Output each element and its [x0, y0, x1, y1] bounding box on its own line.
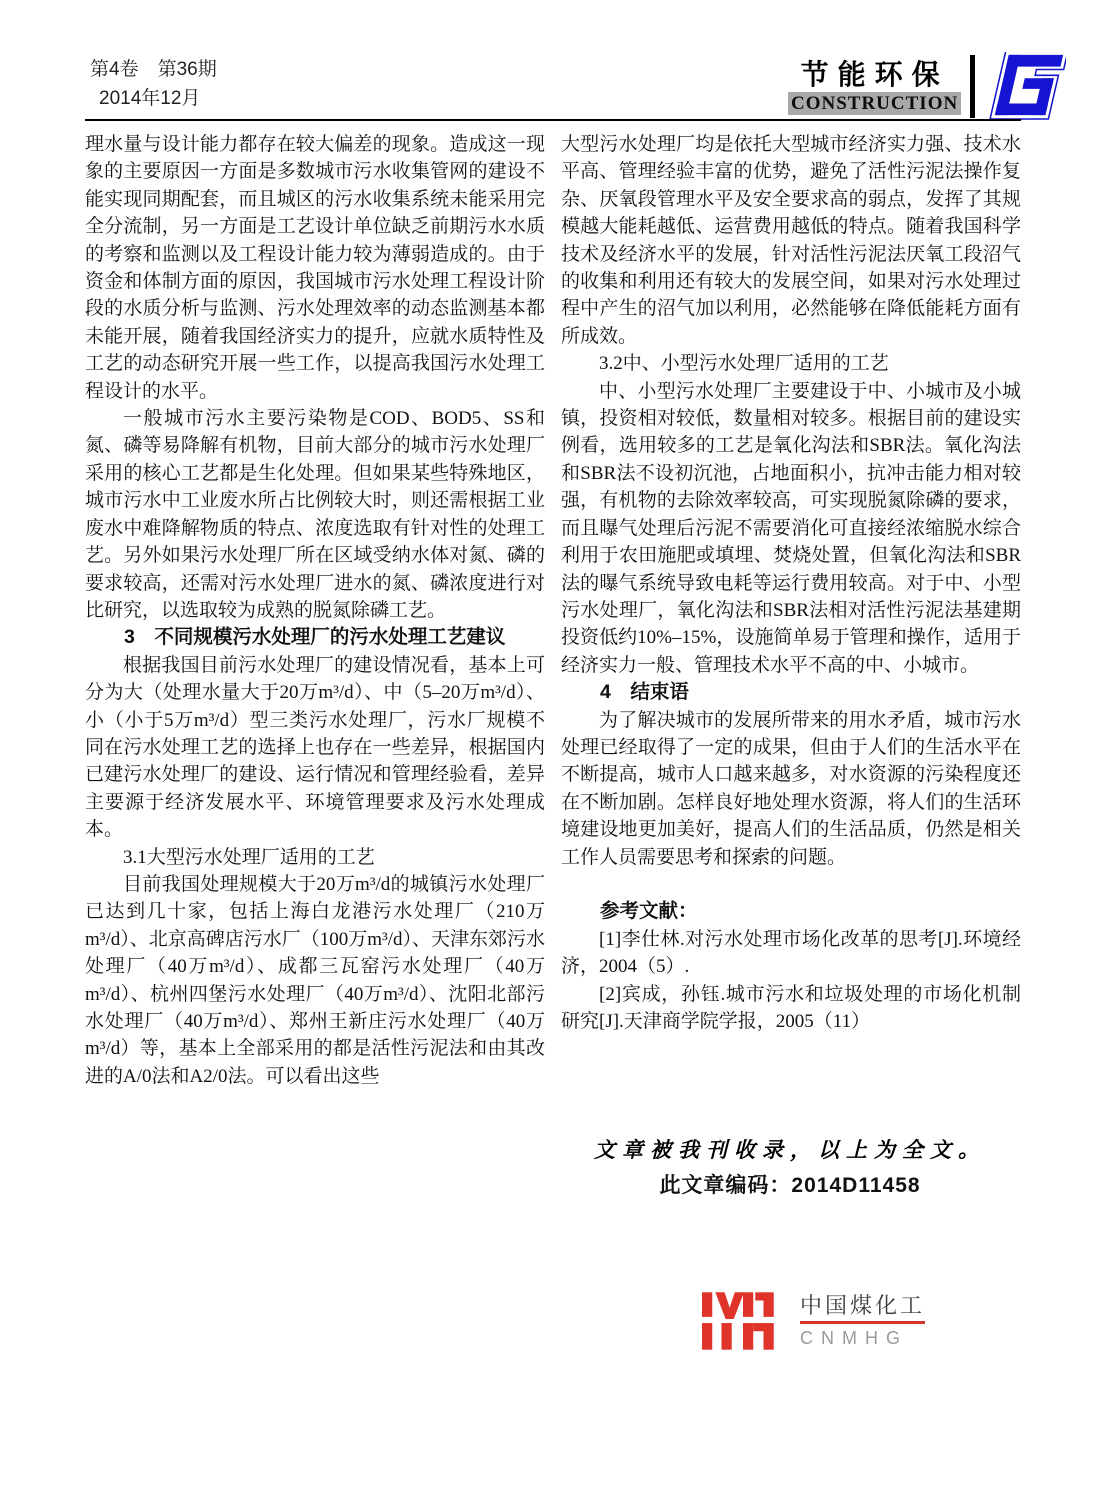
header-rule [85, 119, 1021, 121]
paragraph: 为了解决城市的发展所带来的用水矛盾，城市污水处理已经取得了一定的成果，但由于人们的生活水平在不断提高，城市人口越来越多，对水资源的污染程度还在不断加剧。怎样良好地处理水资源，将人们的生活环境建设地更加美好，提高人们的生活品质，仍然是相关工作人员需要思考和探索的问题。 [561, 709, 1021, 868]
publisher-text [800, 1294, 925, 1348]
reference-item: [1]李仕林.对污水处理市场化改革的思考[J].环境经济，2004（5）. [561, 928, 1021, 978]
section-heading-4: 4 结束语 [600, 681, 689, 704]
spacer [561, 871, 1021, 898]
journal-title-en: CONSTRUCTION [788, 92, 961, 115]
journal-brand [788, 52, 1066, 120]
references-heading: 参考文献： [600, 900, 698, 923]
paragraph: 中、小型污水处理厂主要建设于中、小城市及小城镇，投资相对较低，数量相对较多。根据目前的建设实例看，选用较多的工艺是氧化沟法和SBR法。氧化沟法和SBR法不设初沉池，占地面积小，抗冲击能力相对较强，有机物的去除效率较高，可实现脱氮除磷的要求，而且曝气处理后污泥不需要消化可直接经浓缩脱水综合利用于农田施肥或填埋、焚烧处置，但氧化沟法和SBR法的曝气系统导致电耗等运行费用较高。对于中、小型污水处理厂，氧化沟法和SBR法相对活性污泥法基建期投资低约10%–15%，设施简单易于管理和操作，适用于经济实力一般、管理技术水平不高的中、小城市。 [561, 380, 1021, 676]
article-code: 此文章编码：2014D11458 [659, 1174, 921, 1197]
paragraph: 根据我国目前污水处理厂的建设情况看，基本上可分为大（处理水量大于20万m³/d）、中（5–20万m³/d）、小（小于5万m³/d）型三类污水处理厂，污水厂规模不同在污水处理工艺的选择上也存在一些差异，根据国内已建污水处理厂的建设、运行情况和管理经验看，差异主要源于经济发展水平、环境管理要求及污水处理成本。 [85, 654, 545, 841]
publisher-underline [800, 1321, 925, 1324]
right-column [561, 131, 1021, 1090]
inclusion-note: 文章被我刊收录，以上为全文。 [594, 1137, 986, 1162]
subsection-heading-3-2: 3.2中、小型污水处理厂适用的工艺 [599, 353, 889, 375]
issue-date: 2014年12月 [99, 88, 201, 109]
publisher-name-en: CNMHG [800, 1328, 908, 1348]
brand-divider [970, 55, 975, 118]
g-monogram-icon [982, 52, 1066, 120]
paragraph: 大型污水处理厂均是依托大型城市经济实力强、技术水平高、管理经验丰富的优势，避免了活性污泥法操作复杂、厌氧段管理水平及安全要求高的弱点，发挥了其规模越大能耗越低、运营费用越低的特点。随着我国科学技术及经济水平的发展，针对活性污泥法厌氧工段沼气的收集和利用还有较大的发展空间，如果对污水处理过程中产生的沼气加以利用，必然能够在降低能耗方面有所成效。 [561, 134, 1021, 347]
paragraph: 目前我国处理规模大于20万m³/d的城镇污水处理厂已达到几十家，包括上海白龙港污水处理厂（210万m³/d）、北京高碑店污水厂（100万m³/d）、天津东郊污水处理厂（40万m³/d）、成都三瓦窑污水处理厂（40万m³/d）、杭州四堡污水处理厂（40万m³/d）、沈阳北部污水处理厂（40万m³/d）、郑州王新庄污水处理厂（40万m³/d）等，基本上全部采用的都是活性污泥法和由其改进的A/0法和A2/0法。可以看出这些 [85, 873, 546, 1087]
publisher-name-cn: 中国煤化工 [800, 1293, 926, 1318]
subsection-heading-3-1: 3.1大型污水处理厂适用的工艺 [123, 846, 375, 868]
inclusion-note-block [560, 1134, 1020, 1199]
header-issue-info [90, 55, 217, 113]
publisher-logo [702, 1292, 925, 1350]
reference-item: [2]宾成，孙钰.城市污水和垃圾处理的市场化机制研究[J].天津商学院学报，2005（11） [561, 983, 1021, 1032]
article-body [85, 131, 1021, 1090]
section-heading-3: 3 不同规模污水处理厂的污水处理工艺建议 [124, 626, 506, 649]
volume-issue: 第4卷 第36期 [90, 59, 217, 80]
journal-brand-text [788, 58, 961, 115]
journal-title-cn: 节能环保 [800, 58, 949, 90]
paragraph: 一般城市污水主要污染物是COD、BOD5、SS和氮、磷等易降解有机物，目前大部分的城市污水处理厂采用的核心工艺都是生化处理。但如果某些特殊地区，城市污水中工业废水所占比例较大时，则还需根据工业废水中难降解物质的特点、浓度选取有针对性的处理工艺。另外如果污水处理厂所在区域受纳水体对氮、磷的要求较高，还需对污水处理厂进水的氮、磷浓度进行对比研究，以选取较为成熟的脱氮除磷工艺。 [85, 408, 545, 621]
mh-monogram-icon [702, 1292, 784, 1350]
paragraph: 理水量与设计能力都存在较大偏差的现象。造成这一现象的主要原因一方面是多数城市污水收集管网的建设不能实现同期配套，而且城区的污水收集系统未能采用完全分流制，另一方面是工艺设计单位缺乏前期污水水质的考察和监测以及工程设计能力较为薄弱造成的。由于资金和体制方面的原因，我国城市污水处理工程设计阶段的水质分析与监测、污水处理效率的动态监测基本都未能开展，随着我国经济实力的提升，应就水质特性及工艺的动态研究开展一些工作，以提高我国污水处理工程设计的水平。 [85, 134, 545, 402]
left-column [85, 131, 545, 1090]
